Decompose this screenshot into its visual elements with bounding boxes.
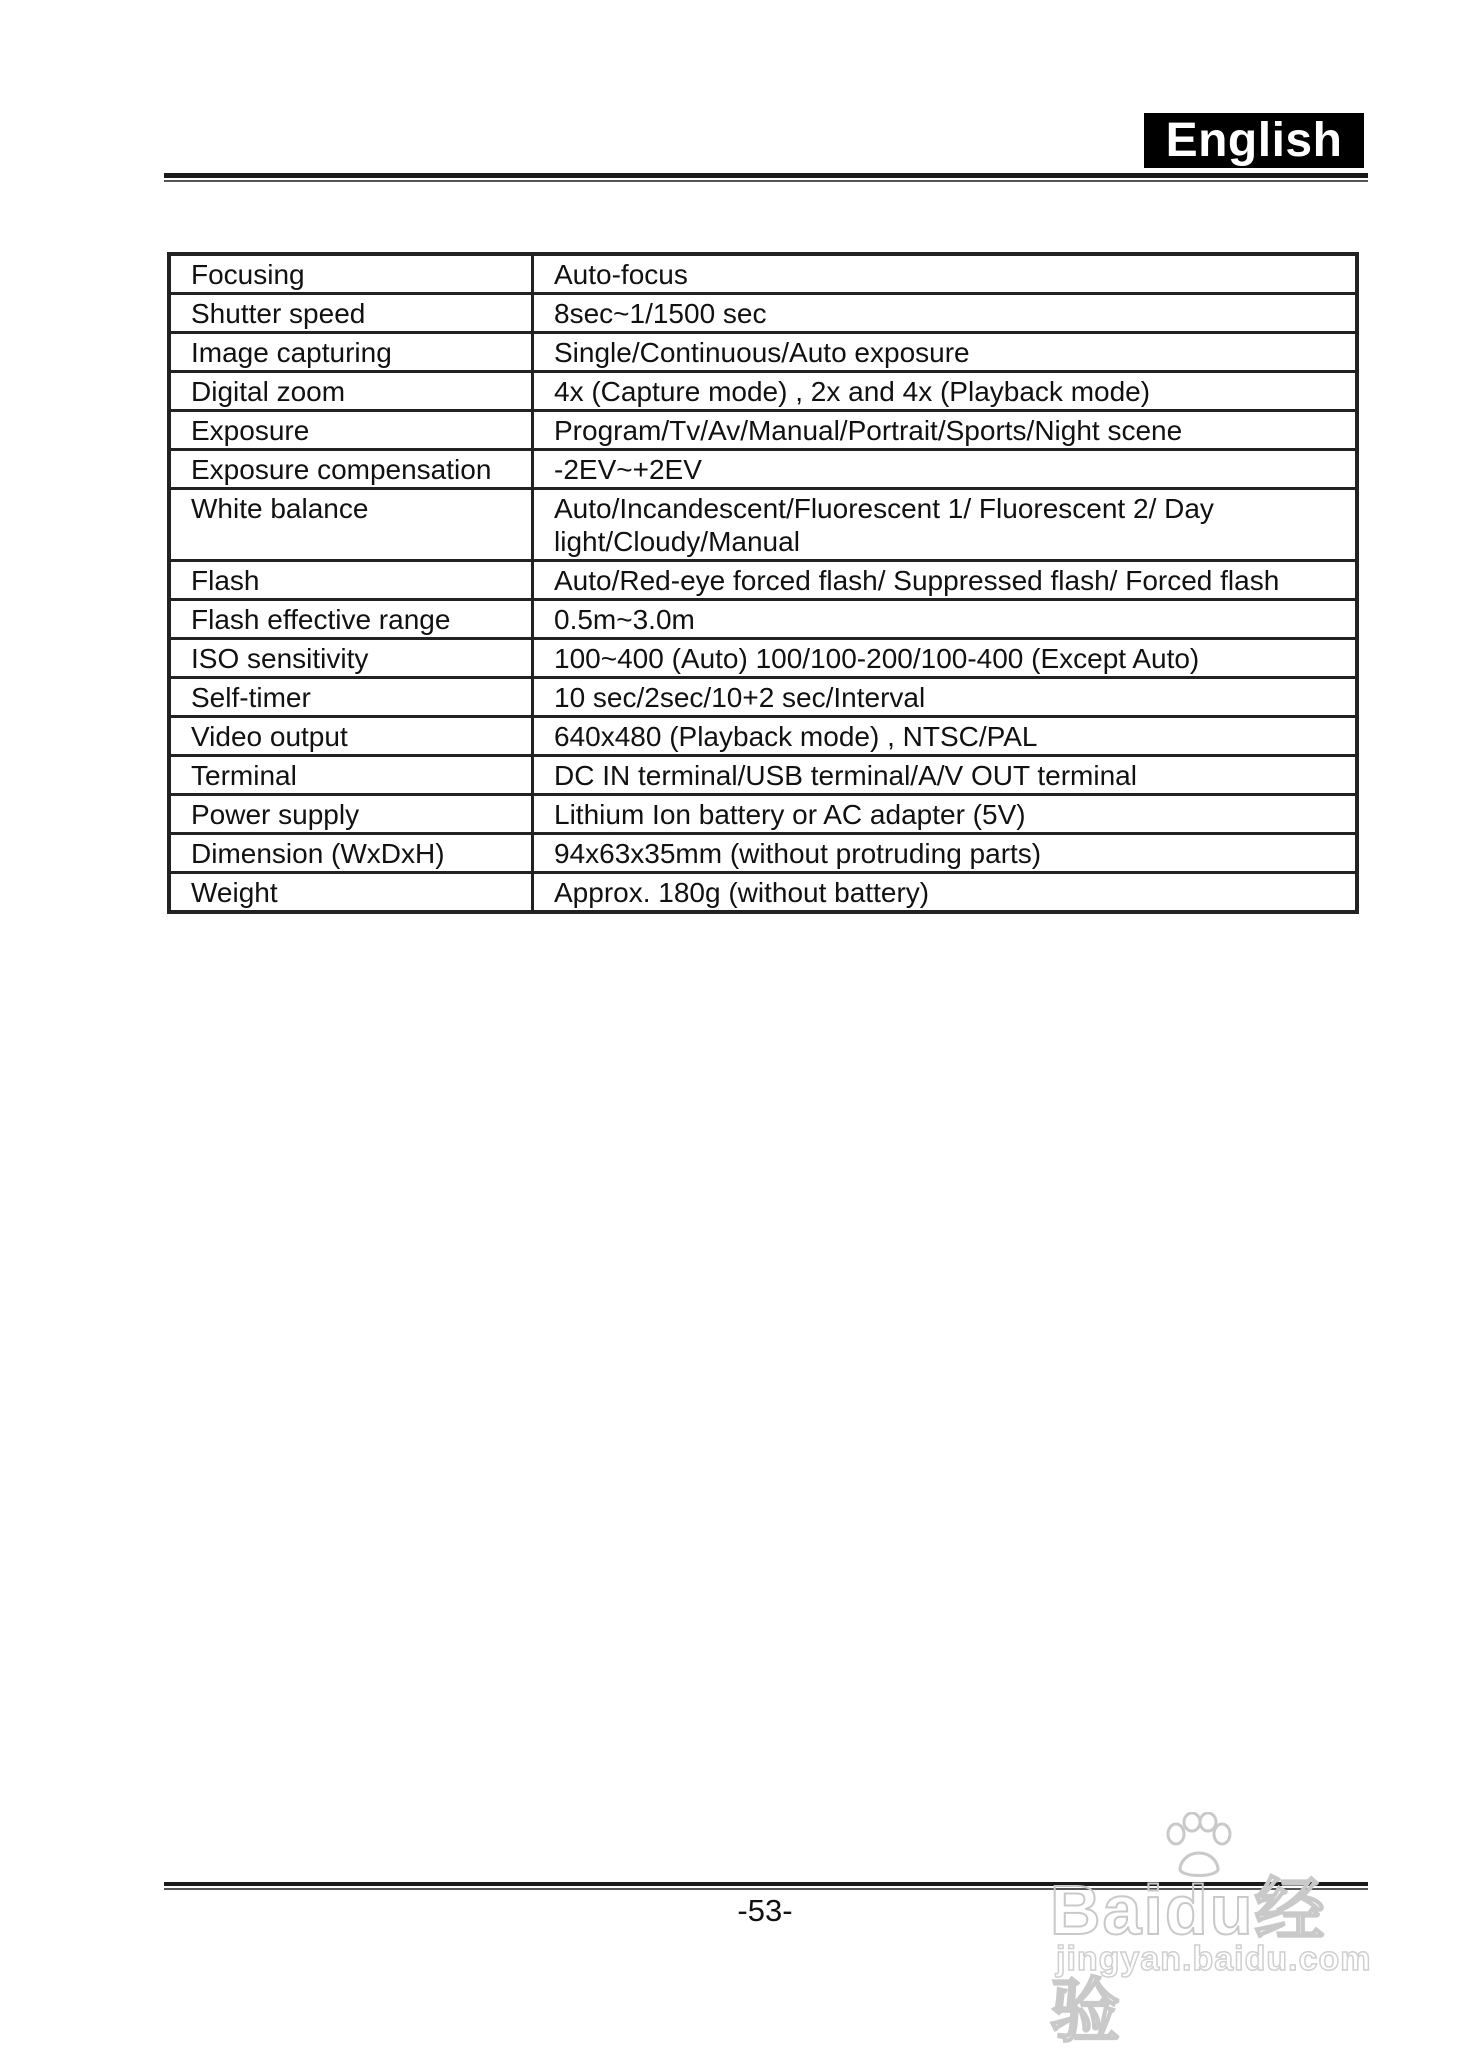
table-row <box>169 450 1357 489</box>
spec-value: DC IN terminal/USB terminal/A/V OUT terminal <box>533 756 1358 795</box>
spec-value: 10 sec/2sec/10+2 sec/Interval <box>533 678 1358 717</box>
spec-label: Exposure <box>169 411 533 450</box>
spec-value: 4x (Capture mode) , 2x and 4x (Playback mode) <box>533 372 1358 411</box>
spec-label: Flash <box>169 561 533 600</box>
spec-label: White balance <box>169 489 533 561</box>
watermark-url: jingyan.baidu.com <box>1056 1940 1372 1978</box>
table-row <box>169 756 1357 795</box>
table-row <box>169 333 1357 372</box>
spec-value: Auto/Incandescent/Fluorescent 1/ Fluorescent 2/ Day light/Cloudy/Manual <box>533 489 1358 561</box>
spec-value: Auto/Red-eye forced flash/ Suppressed flash/ Forced flash <box>533 561 1358 600</box>
table-row <box>169 834 1357 873</box>
spec-value: 8sec~1/1500 sec <box>533 294 1358 333</box>
spec-label: Digital zoom <box>169 372 533 411</box>
spec-value: Lithium Ion battery or AC adapter (5V) <box>533 795 1358 834</box>
table-row <box>169 717 1357 756</box>
spec-label: Image capturing <box>169 333 533 372</box>
spec-value: Program/Tv/Av/Manual/Portrait/Sports/Night scene <box>533 411 1358 450</box>
spec-label: Power supply <box>169 795 533 834</box>
spec-label: Terminal <box>169 756 533 795</box>
spec-label: Dimension (WxDxH) <box>169 834 533 873</box>
spec-value: 640x480 (Playback mode) , NTSC/PAL <box>533 717 1358 756</box>
spec-label: Self-timer <box>169 678 533 717</box>
spec-value: Single/Continuous/Auto exposure <box>533 333 1358 372</box>
table-row <box>169 294 1357 333</box>
spec-label: Focusing <box>169 254 533 294</box>
table-row <box>169 254 1357 294</box>
table-row <box>169 795 1357 834</box>
spec-value: Approx. 180g (without battery) <box>533 873 1358 913</box>
table-row <box>169 411 1357 450</box>
table-row <box>169 639 1357 678</box>
spec-value: 94x63x35mm (without protruding parts) <box>533 834 1358 873</box>
spec-label: Weight <box>169 873 533 913</box>
page-number: -53- <box>737 1893 793 1928</box>
table-row <box>169 600 1357 639</box>
language-badge: English <box>1144 113 1364 168</box>
specifications-table <box>167 252 1359 914</box>
table-row <box>169 678 1357 717</box>
table-row <box>169 372 1357 411</box>
spec-label: Shutter speed <box>169 294 533 333</box>
table-row <box>169 873 1357 913</box>
spec-value: -2EV~+2EV <box>533 450 1358 489</box>
baidu-watermark <box>1040 1812 1390 2050</box>
spec-value: Auto-focus <box>533 254 1358 294</box>
spec-label: Flash effective range <box>169 600 533 639</box>
spec-value: 0.5m~3.0m <box>533 600 1358 639</box>
spec-label: Exposure compensation <box>169 450 533 489</box>
table-row <box>169 489 1357 561</box>
spec-label: ISO sensitivity <box>169 639 533 678</box>
table-row <box>169 561 1357 600</box>
watermark-logo: Baidu经验 <box>1050 1871 1327 2050</box>
header-rule <box>164 173 1368 178</box>
header-rule-thin <box>164 180 1368 182</box>
spec-label: Video output <box>169 717 533 756</box>
spec-value: 100~400 (Auto) 100/100-200/100-400 (Except Auto) <box>533 639 1358 678</box>
